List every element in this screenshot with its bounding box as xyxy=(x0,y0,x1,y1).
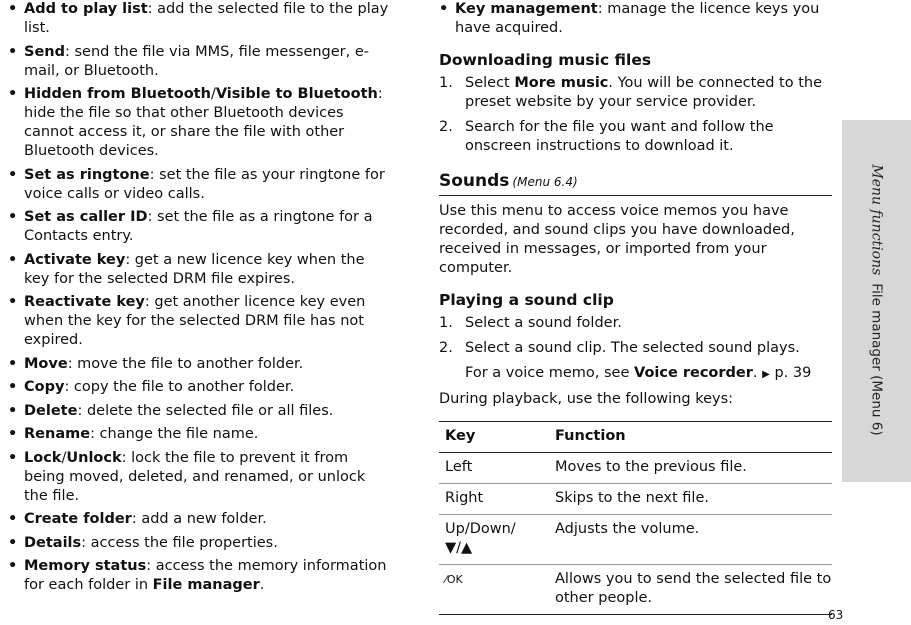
function-cell: Allows you to send the selected file to other people. xyxy=(549,565,832,615)
sounds-title: Sounds xyxy=(439,171,510,191)
term: Move xyxy=(24,355,68,372)
table-row xyxy=(439,515,832,565)
term: Hidden from Bluetooth xyxy=(24,86,211,102)
bullet-dot: • xyxy=(8,449,18,466)
bullet-dot: • xyxy=(8,558,18,574)
option-bullet xyxy=(8,85,393,161)
term: Send xyxy=(24,43,65,60)
step-number: 2. xyxy=(439,119,453,135)
sounds-intro: Use this menu to access voice memos you have recorded, and sound clips you have downloaded, received in messages, or imported from your computer. xyxy=(439,203,795,276)
function-cell: Moves to the previous file. xyxy=(549,453,832,484)
bullet-dot: • xyxy=(8,402,18,419)
bullet-dot: • xyxy=(8,294,18,310)
right-column xyxy=(439,0,832,615)
side-tab-label xyxy=(867,164,886,435)
bullet-dot: • xyxy=(8,1,18,17)
note-bold: Voice recorder xyxy=(634,365,753,381)
bullet-dot: • xyxy=(8,86,18,102)
volume-arrows-icon: ▼/▲ xyxy=(445,540,473,556)
desc: : set the file as your ringtone for voice calls or video calls. xyxy=(24,166,385,202)
term: Unlock xyxy=(66,449,122,466)
key-cell xyxy=(439,515,549,565)
bullet-dot: • xyxy=(8,43,18,60)
desc: : lock the file to prevent it from being moved, deleted, and renamed, or unlock the file. xyxy=(24,449,366,504)
key-text: Up/Down/ xyxy=(445,521,516,537)
term: Visible to Bluetooth xyxy=(215,86,378,102)
step-bold: More music xyxy=(514,75,609,91)
bullet-dot: • xyxy=(8,251,18,268)
term: File manager xyxy=(152,577,260,593)
function-cell: Adjusts the volume. xyxy=(549,515,832,565)
section-name: Menu functions xyxy=(868,164,885,276)
option-bullet xyxy=(8,355,393,374)
step-text: . You will be connected to the preset website by your service provider. xyxy=(465,75,823,110)
desc: : add the selected file to the play list. xyxy=(24,1,389,36)
option-bullet xyxy=(8,449,393,506)
play-note xyxy=(439,364,832,384)
option-bullet xyxy=(8,208,393,246)
term: Activate key xyxy=(24,251,126,268)
option-bullet xyxy=(8,425,393,444)
download-step-2 xyxy=(439,118,832,156)
option-bullet xyxy=(8,402,393,421)
desc: : access the memory information for each folder in xyxy=(24,558,387,593)
desc: : delete the selected file or all files. xyxy=(77,402,334,419)
desc: : access the file properties. xyxy=(81,534,278,551)
desc: . xyxy=(259,577,265,593)
separator: / xyxy=(61,449,67,466)
desc: : set the file as a ringtone for a Contacts entry. xyxy=(24,209,373,244)
term: Memory status xyxy=(24,558,147,574)
ok-key-icon: ⁄OK xyxy=(439,565,549,615)
subsection-name: File manager (Menu 6) xyxy=(868,283,885,436)
table-row xyxy=(439,484,832,515)
step-number: 1. xyxy=(439,75,453,91)
term: Create folder xyxy=(24,511,132,527)
term: Key management xyxy=(455,1,598,17)
option-bullet xyxy=(8,43,393,81)
desc: : hide the file so that other Bluetooth devices cannot access it, or share the file with other Bluetooth devices. xyxy=(24,86,383,159)
keys-table xyxy=(439,421,832,615)
bullet-dot: • xyxy=(8,379,18,395)
option-bullet xyxy=(8,166,393,204)
download-step-1 xyxy=(439,74,832,112)
desc: : copy the file to another folder. xyxy=(64,379,295,395)
desc: : add a new folder. xyxy=(131,511,267,527)
sounds-menu-ref: (Menu 6.4) xyxy=(512,175,578,189)
step-number: 1. xyxy=(439,315,453,331)
key-cell: Left xyxy=(439,453,549,484)
desc: : get another licence key even when the key for the selected DRM file has not expired. xyxy=(24,294,366,348)
option-bullet xyxy=(8,0,393,38)
option-bullet xyxy=(8,251,393,289)
desc: : manage the licence keys you have acquired. xyxy=(455,1,820,36)
key-cell: Right xyxy=(439,484,549,515)
step-text: Select a sound clip. The selected sound plays. xyxy=(465,340,800,356)
arrow-right-icon: ▶ xyxy=(762,369,770,380)
page-ref: p. 39 xyxy=(774,365,812,381)
term: Reactivate key xyxy=(24,294,145,310)
bullet-dot: • xyxy=(8,166,18,183)
term: Set as caller ID xyxy=(24,209,148,225)
bullet-dot: • xyxy=(8,534,18,551)
bullet-dot: • xyxy=(439,1,449,17)
desc: : change the file name. xyxy=(90,426,259,442)
header-function: Function xyxy=(549,422,832,453)
downloading-heading: Downloading music files xyxy=(439,51,652,69)
bullet-dot: • xyxy=(8,511,18,527)
desc: : move the file to another folder. xyxy=(67,355,304,372)
table-header-row xyxy=(439,422,832,453)
play-step-1 xyxy=(439,314,832,333)
step-number: 2. xyxy=(439,340,453,356)
bullet-dot: • xyxy=(8,209,18,225)
step-text: Select xyxy=(465,75,515,91)
step-text: Search for the file you want and follow the onscreen instructions to download it. xyxy=(465,119,774,154)
bullet-dot: • xyxy=(8,355,18,372)
note-text: . xyxy=(752,365,763,381)
note-text: For a voice memo, see xyxy=(465,365,635,381)
option-bullet xyxy=(8,534,393,553)
term: Rename xyxy=(24,426,91,442)
term: Lock xyxy=(24,449,62,466)
option-bullet xyxy=(8,510,393,529)
page-number: 63 xyxy=(828,608,844,622)
playing-heading: Playing a sound clip xyxy=(439,291,614,309)
step-text: Select a sound folder. xyxy=(465,315,622,331)
bullet-key-management xyxy=(439,0,832,38)
header-key: Key xyxy=(439,422,549,453)
left-column xyxy=(8,0,393,600)
sounds-heading xyxy=(439,172,832,196)
term: Add to play list xyxy=(24,1,148,17)
during-playback: During playback, use the following keys: xyxy=(439,391,734,407)
option-bullet xyxy=(8,557,393,595)
separator: / xyxy=(210,86,216,102)
desc: : send the file via MMS, file messenger, e-mail, or Bluetooth. xyxy=(24,43,370,79)
table-row xyxy=(439,453,832,484)
term: Copy xyxy=(24,379,65,395)
desc: : get a new licence key when the key for the selected DRM file expires. xyxy=(24,251,365,287)
play-step-2 xyxy=(439,339,832,358)
bullet-dot: • xyxy=(8,426,18,442)
function-cell: Skips to the next file. xyxy=(549,484,832,515)
option-bullet xyxy=(8,293,393,350)
table-row xyxy=(439,565,832,615)
term: Set as ringtone xyxy=(24,166,150,183)
option-bullet xyxy=(8,378,393,397)
term: Details xyxy=(24,534,82,551)
term: Delete xyxy=(24,402,78,419)
